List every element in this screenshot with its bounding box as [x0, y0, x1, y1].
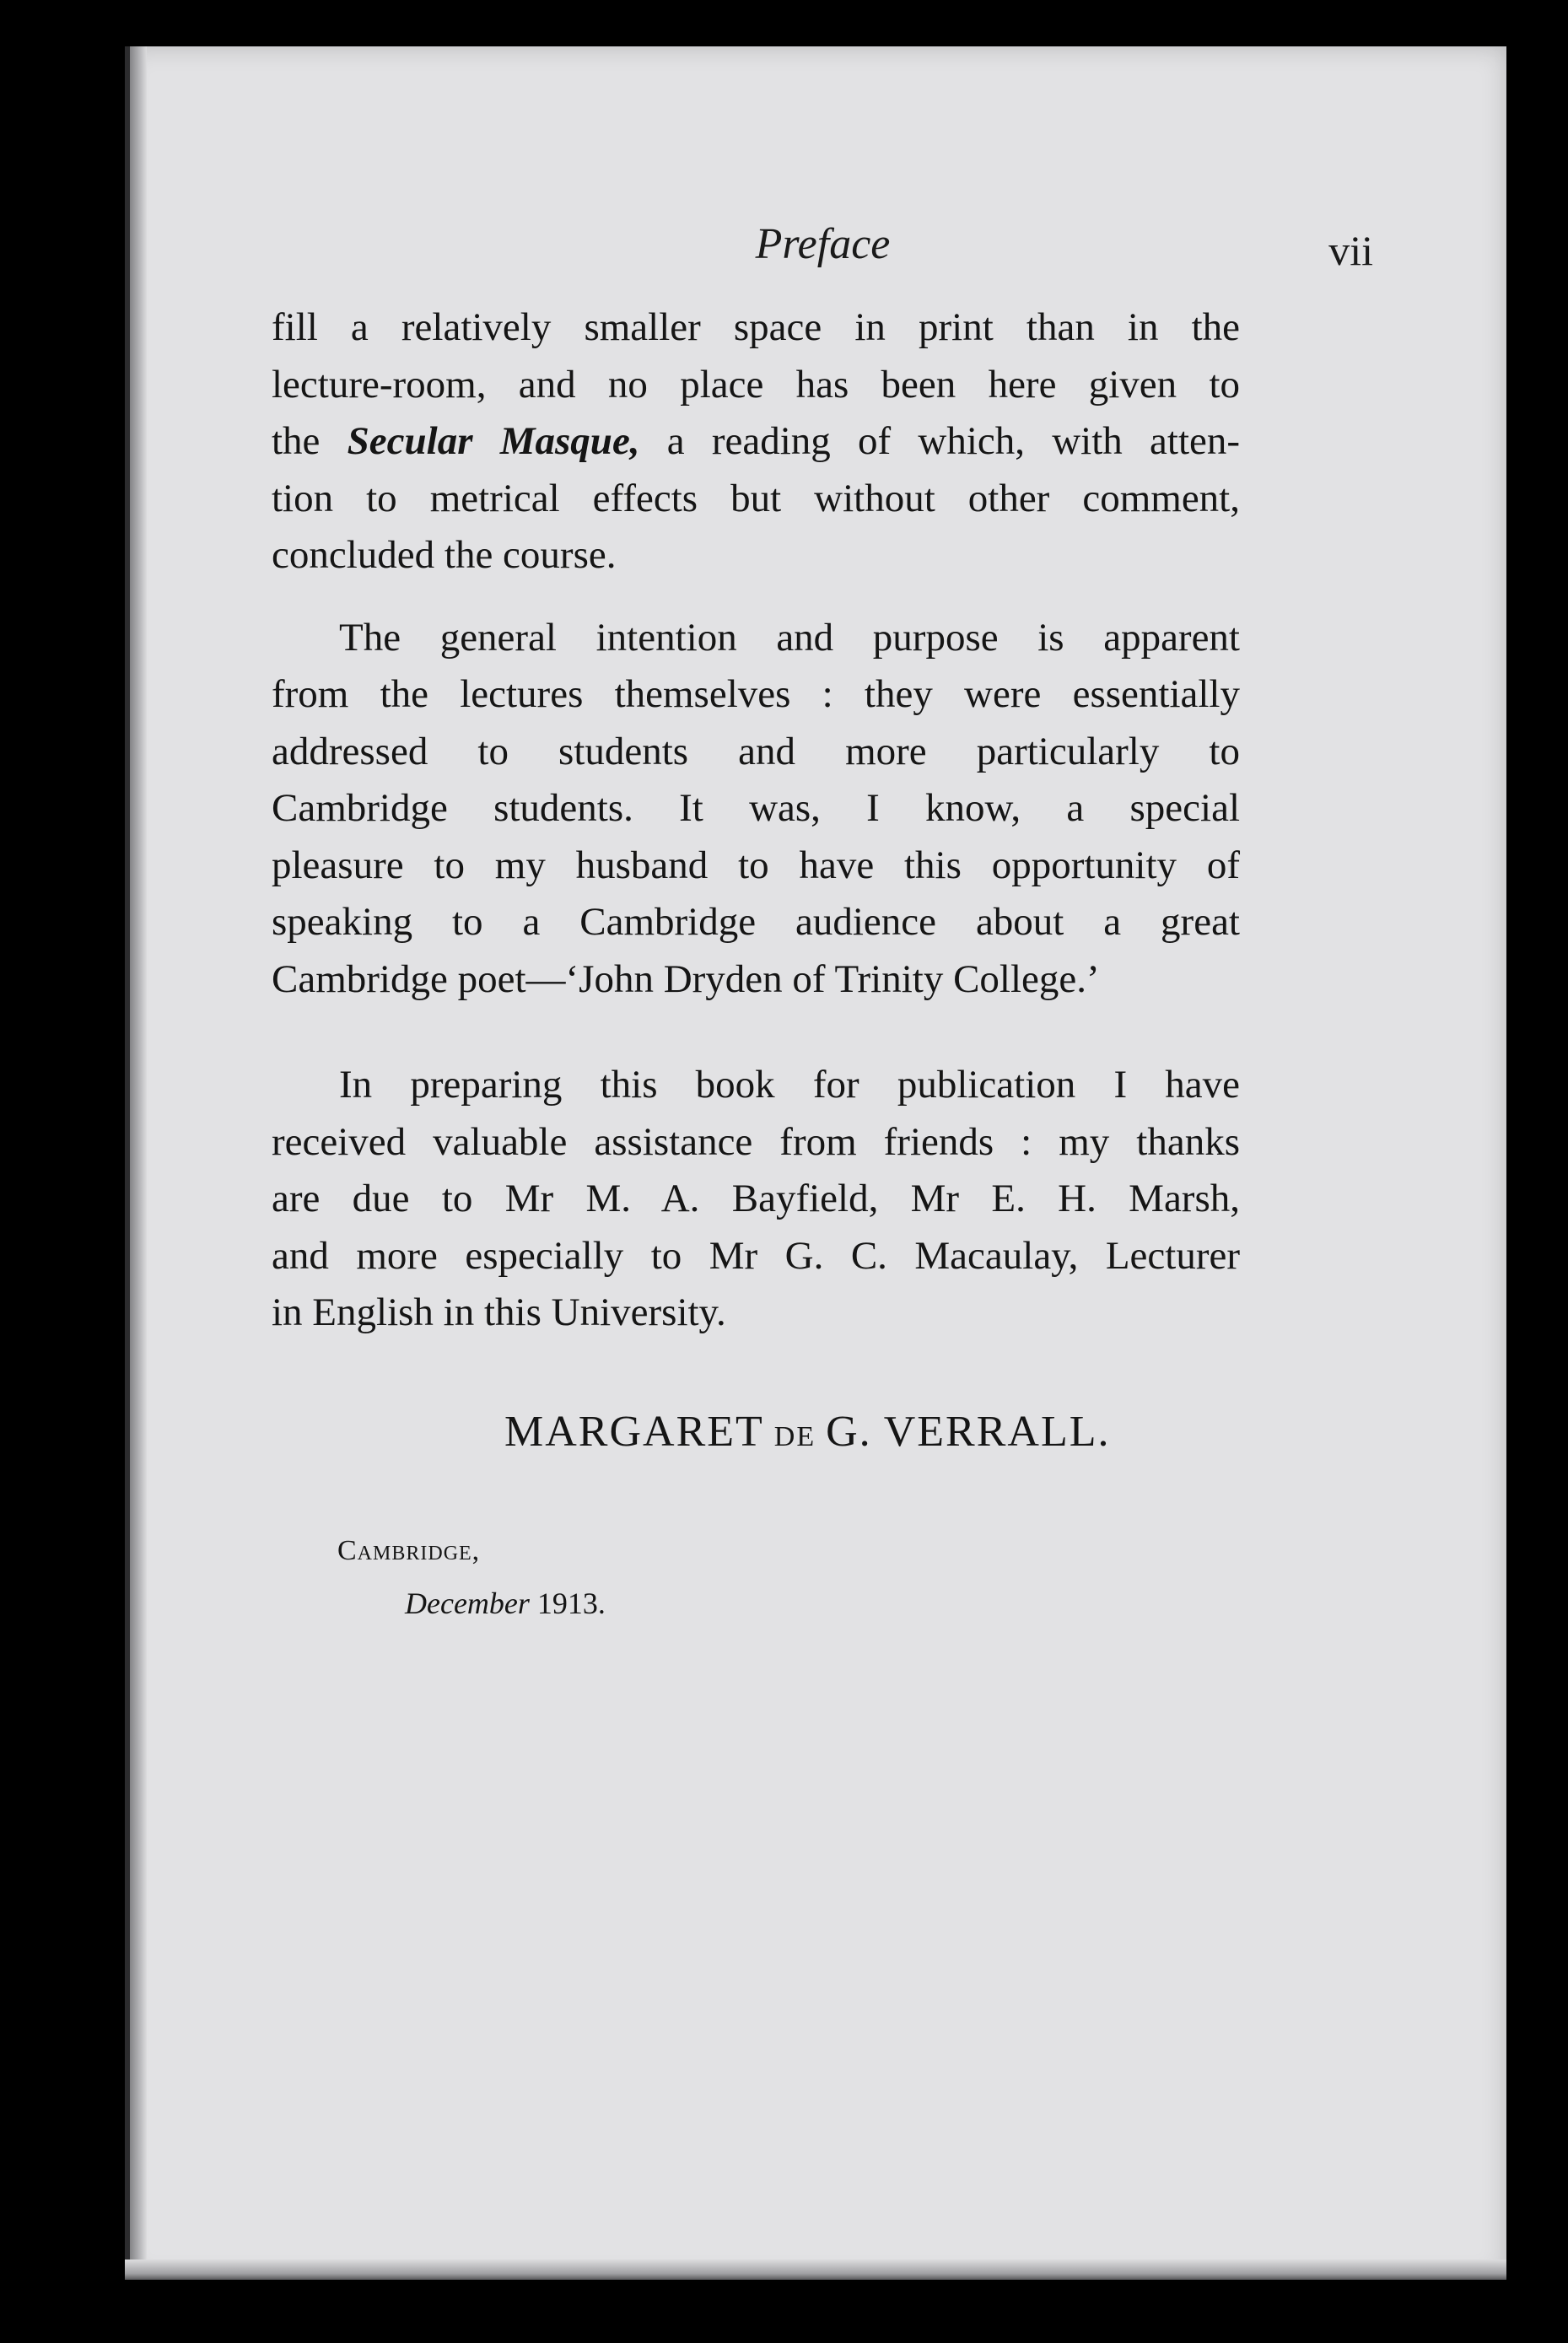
paragraph-3: [272, 1057, 1240, 1342]
body-text: [272, 299, 1240, 1342]
date-year: 1913.: [536, 1586, 606, 1620]
signature-first-name: MARGARET: [504, 1408, 764, 1456]
text-line: fill a relatively smaller space in print than in the: [272, 305, 1240, 349]
date-month: December: [405, 1586, 530, 1620]
text-line: concluded the course.: [272, 533, 617, 577]
text-line: addressed to students and more particularly to: [272, 729, 1240, 773]
text-line: lecture-room, and no place has been here given to: [272, 362, 1240, 407]
text-line: pleasure to my husband to have this opportunity of: [272, 843, 1240, 887]
text-fragment: a reading of which, with atten-: [666, 419, 1241, 463]
text-line: are due to Mr M. A. Bayfield, Mr E. H. Marsh,: [272, 1177, 1240, 1220]
text-line: Cambridge students. It was, I know, a special: [272, 786, 1240, 830]
paragraph-2: [272, 610, 1240, 1009]
text-fragment: the: [272, 419, 321, 463]
author-signature: [504, 1407, 1188, 1457]
text-line: received valuable assistance from friends : my thanks: [272, 1119, 1240, 1164]
text-line: [272, 413, 1240, 471]
text-line: In preparing this book for publication I have: [339, 1063, 1240, 1107]
signature-last-name: G. VERRALL.: [826, 1408, 1111, 1456]
text-line: tion to metrical effects but without other comment,: [272, 476, 1240, 520]
text-line: Cambridge poet—‘John Dryden of Trinity College.’: [272, 956, 1100, 1001]
date-line: [405, 1586, 606, 1621]
page-bottom-edge: [125, 2260, 1506, 2280]
page-number: vii: [1328, 227, 1373, 274]
text-line: The general intention and purpose is apparent: [339, 615, 1240, 660]
place-line: Cambridge,: [337, 1535, 481, 1566]
work-title: Secular Masque,: [347, 419, 640, 463]
page-header: [272, 219, 1373, 295]
text-line: speaking to a Cambridge audience about a great: [272, 900, 1240, 944]
signature-particle: DE: [773, 1421, 816, 1452]
text-line: and more especially to Mr G. C. Macaulay, Lecturer: [272, 1233, 1240, 1278]
text-line: from the lectures themselves : they were essentially: [272, 672, 1240, 716]
book-spine-edge: [125, 46, 130, 2280]
paragraph-1: [272, 299, 1240, 584]
running-head: Preface: [755, 220, 891, 268]
text-line: in English in this University.: [272, 1290, 726, 1334]
